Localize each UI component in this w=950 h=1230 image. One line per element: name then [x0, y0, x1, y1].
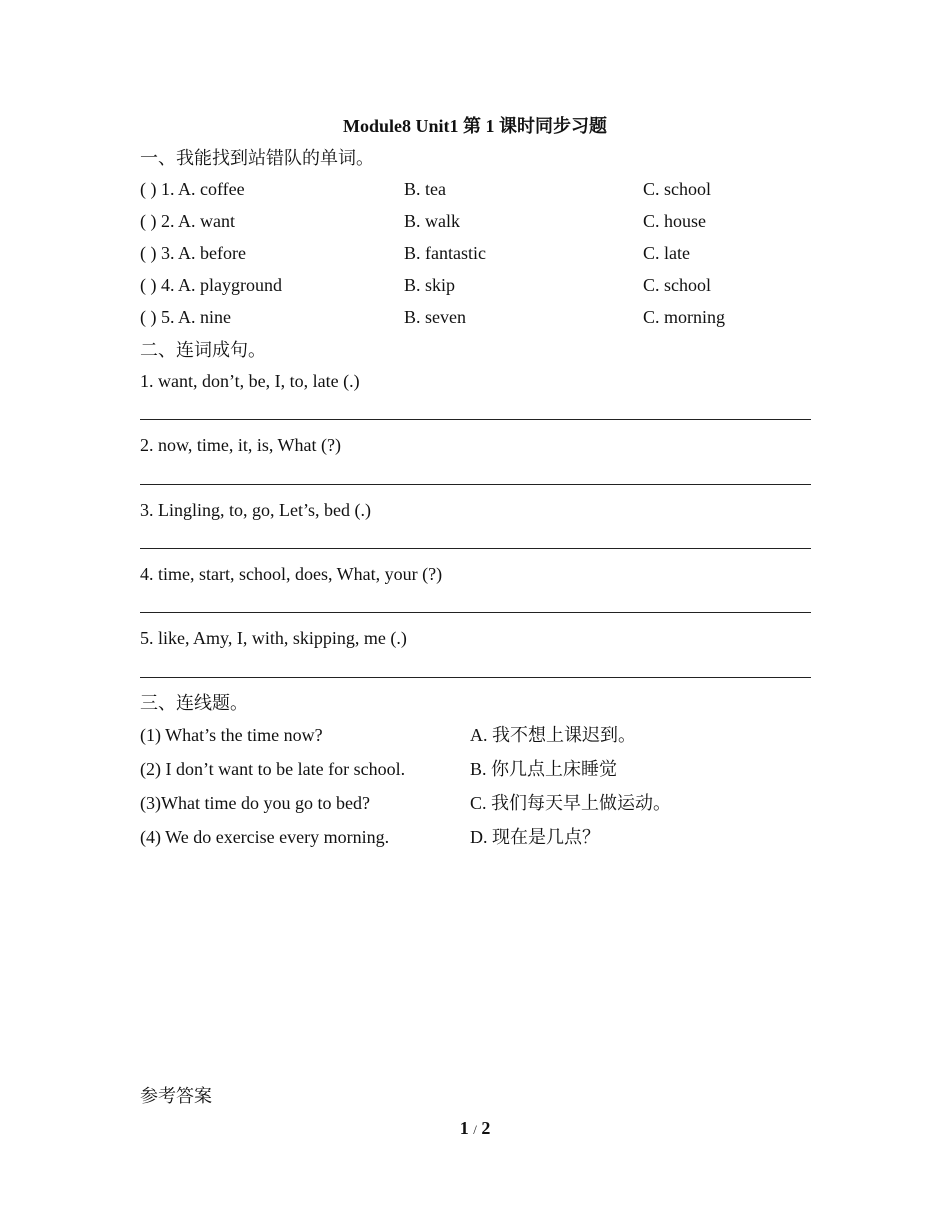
- choice-a: ( ) 3. A. before: [140, 243, 246, 263]
- page-number: [0, 1118, 950, 1139]
- page-separator: /: [473, 1122, 477, 1137]
- choice-b: B. tea: [404, 179, 446, 199]
- choice-a: ( ) 2. A. want: [140, 211, 235, 231]
- choice-b: B. seven: [404, 307, 466, 327]
- match-right-item: C. 我们每天早上做运动。: [470, 793, 672, 813]
- choice-b: B. walk: [404, 211, 460, 231]
- choice-c: C. school: [643, 179, 712, 199]
- section3-heading: 三、连线题。: [140, 693, 248, 713]
- page-total: 2: [481, 1118, 491, 1138]
- choice-row: [140, 178, 820, 200]
- choice-c: C. late: [643, 243, 690, 263]
- answer-line[interactable]: [140, 484, 811, 485]
- match-left-item: (1) What’s the time now?: [140, 725, 323, 745]
- answer-line[interactable]: [140, 548, 811, 549]
- match-left-item: (2) I don’t want to be late for school.: [140, 759, 406, 779]
- sentence-prompt: 3. Lingling, to, go, Let’s, bed (.): [140, 500, 371, 520]
- choice-row: [140, 210, 820, 232]
- choice-c: C. house: [643, 211, 706, 231]
- match-right-item: D. 现在是几点？: [470, 827, 600, 847]
- choice-row: [140, 242, 820, 264]
- choice-c: C. school: [643, 275, 712, 295]
- match-left-item: (4) We do exercise every morning.: [140, 827, 390, 847]
- choice-b: B. skip: [404, 275, 456, 295]
- choice-b: B. fantastic: [404, 243, 486, 263]
- section2-heading: 二、连词成句。: [140, 340, 266, 360]
- choice-row: [140, 306, 820, 328]
- choice-a: ( ) 4. A. playground: [140, 275, 282, 295]
- match-right-item: B. 你几点上床睡觉: [470, 759, 618, 779]
- answer-line[interactable]: [140, 677, 811, 678]
- choice-c: C. morning: [643, 307, 726, 327]
- sentence-prompt: 2. now, time, it, is, What (?): [140, 435, 341, 455]
- answer-line[interactable]: [140, 612, 811, 613]
- page-current: 1: [459, 1118, 469, 1138]
- page-title: Module8 Unit1 第 1 课时同步习题: [342, 116, 607, 136]
- sentence-prompt: 1. want, don’t, be, I, to, late (.): [140, 371, 360, 391]
- match-right-item: A. 我不想上课迟到。: [470, 725, 636, 745]
- match-left-item: (3)What time do you go to bed?: [140, 793, 370, 813]
- answer-key-heading: 参考答案: [140, 1086, 212, 1106]
- choice-row: [140, 274, 820, 296]
- choice-a: ( ) 5. A. nine: [140, 307, 231, 327]
- sentence-prompt: 4. time, start, school, does, What, your (?): [140, 564, 443, 584]
- section1-heading: 一、我能找到站错队的单词。: [140, 148, 374, 168]
- choice-a: ( ) 1. A. coffee: [140, 179, 245, 199]
- sentence-prompt: 5. like, Amy, I, with, skipping, me (.): [140, 628, 407, 648]
- answer-line[interactable]: [140, 419, 811, 420]
